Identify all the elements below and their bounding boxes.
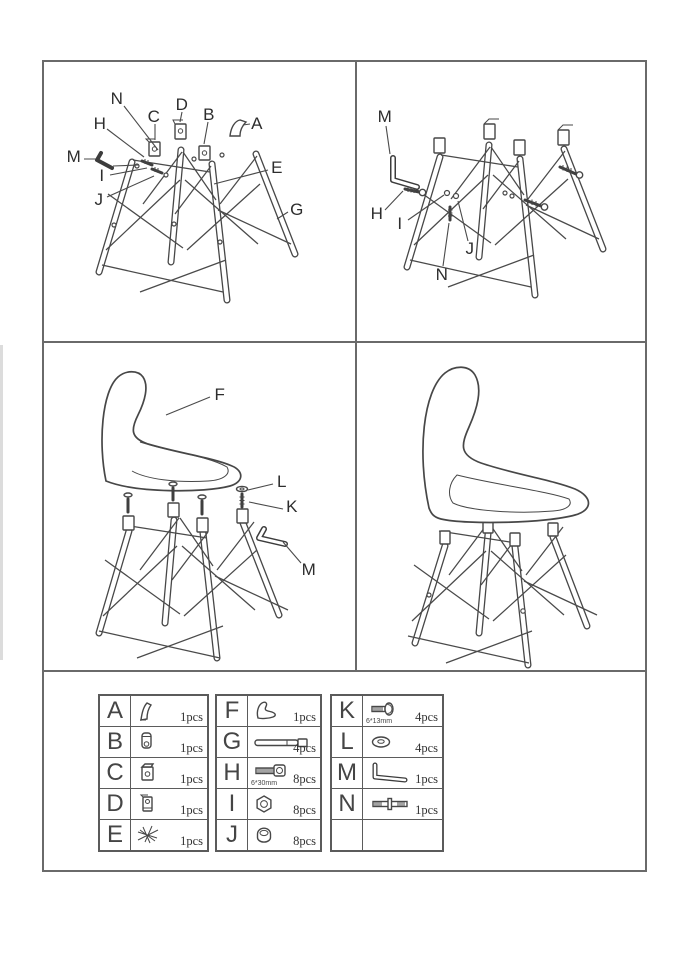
part-letter: I (217, 789, 248, 819)
parts-row-I (217, 789, 320, 820)
part-label-J: J (94, 190, 104, 209)
part-label-H: H (93, 114, 107, 133)
panel-seat-attach (44, 343, 357, 670)
part-quantity: 1pcs (180, 834, 203, 848)
parts-row-J (217, 820, 320, 850)
part-quantity: 4pcs (415, 710, 438, 724)
part-label-I: I (397, 214, 403, 233)
cross-wire-icon (135, 823, 163, 847)
assembled-chair-drawing (357, 343, 645, 670)
part-letter: C (100, 758, 131, 788)
short-bolt-icon (367, 698, 407, 720)
part-cell (248, 727, 320, 757)
cap-nut-icon (252, 823, 276, 847)
hex-nut-icon (252, 792, 276, 816)
part-label-D: D (175, 95, 189, 114)
legs (415, 534, 587, 665)
parts-row-K (332, 696, 442, 727)
part-label-F: F (214, 385, 226, 404)
nut-icons (445, 191, 515, 199)
part-letter: F (217, 696, 248, 726)
part-letter: K (332, 696, 363, 726)
part-label-M: M (377, 107, 393, 126)
part-quantity: 8pcs (293, 834, 316, 848)
parts-row-F (217, 696, 320, 727)
part-letter (332, 820, 363, 850)
part-cell (131, 758, 207, 788)
parts-row-empty (332, 820, 442, 850)
parts-row-G (217, 727, 320, 758)
bracket-c-part (146, 139, 160, 156)
part-quantity: 8pcs (293, 772, 316, 786)
part-quantity: 1pcs (180, 772, 203, 786)
allen-key-icon (259, 529, 285, 544)
part-label-I: I (99, 166, 105, 185)
part-label-A: A (251, 114, 263, 133)
mount-plate-narrow-icon (135, 792, 157, 816)
part-label-B: B (203, 105, 215, 124)
scan-artifact (0, 345, 3, 660)
parts-table-group-1 (98, 694, 209, 852)
part-label-N: N (110, 89, 124, 108)
bracket-d-part (173, 120, 186, 139)
parts-row-E (100, 820, 207, 850)
mount-brackets (434, 119, 573, 155)
part-cell (248, 789, 320, 819)
allen-key-icon (393, 158, 417, 187)
parts-table-group-3 (330, 694, 444, 852)
parts-row-M (332, 758, 442, 789)
part-label-H: H (370, 204, 384, 223)
part-label-L: L (277, 472, 287, 491)
part-cell (131, 820, 207, 850)
part-quantity: 4pcs (293, 741, 316, 755)
part-quantity: 1pcs (180, 803, 203, 817)
parts-table-group-2 (215, 694, 322, 852)
parts-row-L (332, 727, 442, 758)
part-cell (131, 727, 207, 757)
hook-plate-icon (135, 730, 157, 754)
base-exploded-drawing (44, 62, 357, 343)
part-quantity: 8pcs (293, 803, 316, 817)
seat-shell-icon (252, 699, 282, 723)
part-cell (363, 727, 442, 757)
bracket-a-part (230, 120, 246, 136)
part-cell (131, 789, 207, 819)
part-quantity: 1pcs (293, 710, 316, 724)
part-quantity: 4pcs (415, 741, 438, 755)
part-letter: H (217, 758, 248, 788)
part-quantity: 1pcs (415, 772, 438, 786)
base-hardware-drawing (357, 62, 645, 343)
part-cell (363, 696, 442, 726)
part-label-E: E (271, 158, 283, 177)
mount-brackets (440, 520, 558, 546)
part-quantity: 1pcs (180, 741, 203, 755)
part-cell (248, 820, 320, 850)
part-letter: M (332, 758, 363, 788)
stud-icon (367, 792, 419, 816)
part-label-M: M (301, 560, 317, 579)
part-cell (363, 820, 442, 850)
part-cell (363, 789, 442, 819)
part-cell (131, 696, 207, 726)
part-cell (248, 758, 320, 788)
mount-plate-icon (135, 761, 159, 785)
allen-key-icon (367, 761, 415, 785)
parts-table-section (44, 672, 645, 870)
parts-row-B (100, 727, 207, 758)
seat-attach-drawing (44, 343, 357, 670)
parts-row-H (217, 758, 320, 789)
part-letter: N (332, 789, 363, 819)
parts-row-A (100, 696, 207, 727)
washer-icon (367, 730, 395, 754)
part-letter: J (217, 820, 248, 850)
part-label-C: C (147, 107, 161, 126)
seat-shell (423, 367, 589, 522)
figure-grid (42, 60, 647, 872)
part-quantity: 1pcs (180, 710, 203, 724)
parts-row-C (100, 758, 207, 789)
parts-row-D (100, 789, 207, 820)
panel-base-hardware (357, 62, 645, 343)
part-letter: G (217, 727, 248, 757)
bracket-b-part (199, 146, 210, 160)
part-letter: E (100, 820, 131, 850)
part-letter: D (100, 789, 131, 819)
cross-wires (408, 523, 597, 663)
part-quantity: 1pcs (415, 803, 438, 817)
panel-base-exploded (44, 62, 357, 343)
part-cell (363, 758, 442, 788)
part-label-N: N (435, 265, 449, 284)
part-label-M: M (66, 147, 82, 166)
part-cell (248, 696, 320, 726)
part-label-J: J (465, 239, 475, 258)
parts-row-N (332, 789, 442, 820)
part-letter: A (100, 696, 131, 726)
part-letter: L (332, 727, 363, 757)
part-size-note: 6*13mm (366, 718, 393, 725)
panel-assembled-chair (357, 343, 645, 670)
part-letter: B (100, 727, 131, 757)
part-size-note: 6*30mm (251, 780, 278, 787)
seat-back-bracket-icon (135, 699, 157, 723)
part-label-K: K (286, 497, 298, 516)
part-label-G: G (290, 200, 304, 219)
